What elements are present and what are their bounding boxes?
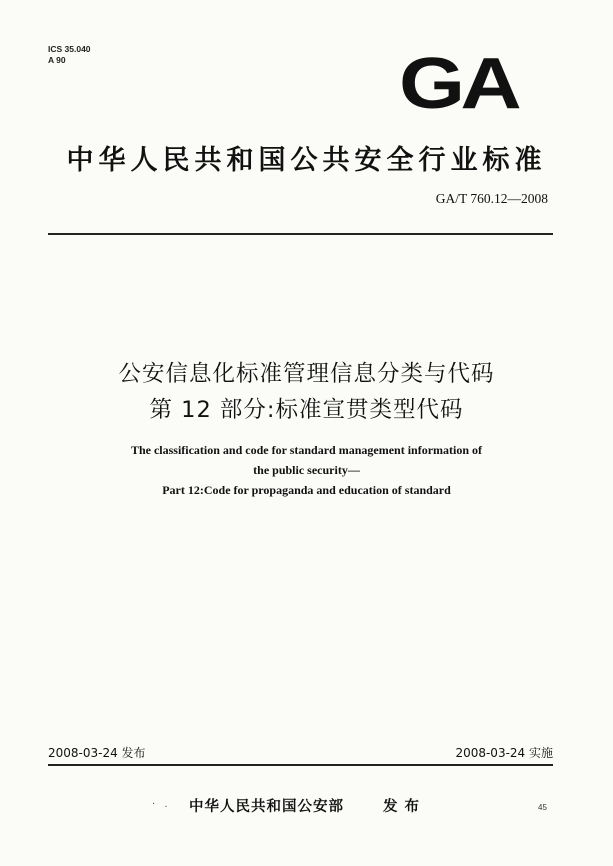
title-cn-line2: 第 12 部分:标准宣贯类型代码 [149,397,464,423]
ccs-code: A 90 [48,55,66,65]
organization-heading: 中华人民共和国公共安全行业标准 [66,145,547,176]
scan-marks: · . [152,799,171,810]
title-en-line2: the public security— [253,463,360,477]
implementation-date: 2008-03-24 实施 [455,746,553,760]
bottom-divider [48,764,553,766]
ics-code: ICS 35.040 [48,44,91,54]
title-cn-line1: 公安信息化标准管理信息分类与代码 [118,361,495,387]
page-number: 45 [538,803,547,812]
classification-codes [48,44,91,66]
issue-label: 发 布 [383,799,421,815]
issue-date: 2008-03-24 发布 [48,746,146,760]
standard-code: GA/T 760.12—2008 [435,191,548,206]
title-en-line1: The classification and code for standard management information of [130,443,483,457]
issuing-authority: 中华人民共和国公安部 [189,799,344,815]
title-en-line3: Part 12:Code for propaganda and education of standard [162,483,451,497]
ga-logo: GA [399,44,517,124]
top-divider [48,233,553,235]
